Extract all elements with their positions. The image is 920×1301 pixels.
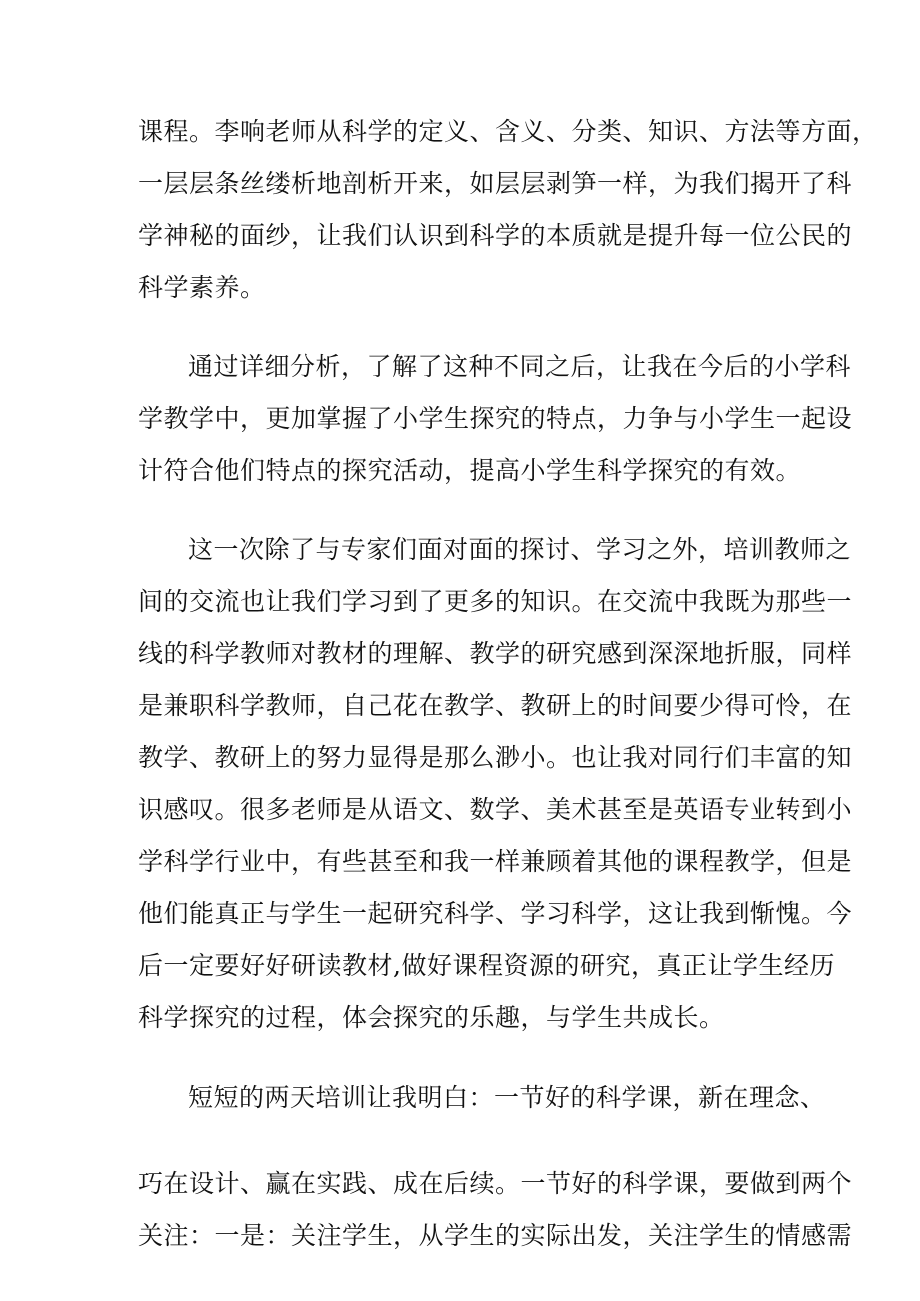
paragraph-3-line-10: 科学探究的过程，体会探究的乐趣，与学生共成长。 bbox=[138, 1003, 725, 1032]
paragraph-1-line-2: 一层层条丝缕析地剖析开来，如层层剥笋一样，为我们揭开了科 bbox=[138, 169, 853, 198]
paragraph-1-line-3: 学神秘的面纱，让我们认识到科学的本质就是提升每一位公民的 bbox=[138, 221, 853, 250]
paragraph-4-line-1: 短短的两天培训让我明白：一节好的科学课，新在理念、 bbox=[188, 1083, 826, 1112]
paragraph-3-line-6: 识感叹。很多老师是从语文、数学、美术甚至是英语专业转到小 bbox=[138, 795, 853, 824]
paragraph-2-line-2: 学教学中，更加掌握了小学生探究的特点，力争与小学生一起设 bbox=[138, 404, 853, 433]
paragraph-5-line-2: 关注：一是：关注学生，从学生的实际出发，关注学生的情感需 bbox=[138, 1221, 853, 1250]
paragraph-3-line-3: 线的科学教师对教材的理解、教学的研究感到深深地折服，同样 bbox=[138, 639, 853, 668]
paragraph-3-line-7: 学科学行业中，有些甚至和我一样兼顾着其他的课程教学，但是 bbox=[138, 847, 853, 876]
paragraph-3-line-9: 后一定要好好研读教材,做好课程资源的研究，真正让学生经历 bbox=[138, 951, 835, 980]
paragraph-3-line-1: 这一次除了与专家们面对面的探讨、学习之外，培训教师之 bbox=[188, 535, 852, 564]
paragraph-5-line-1: 巧在设计、赢在实践、成在后续。一节好的科学课，要做到两个 bbox=[138, 1169, 853, 1198]
paragraph-1-line-1: 课程。李响老师从科学的定义、含义、分类、知识、方法等方面， bbox=[138, 117, 878, 146]
paragraph-3-line-4: 是兼职科学教师，自己花在教学、教研上的时间要少得可怜，在 bbox=[138, 691, 853, 720]
paragraph-2-line-3: 计符合他们特点的探究活动，提高小学生科学探究的有效。 bbox=[138, 456, 802, 485]
paragraph-3-line-8: 他们能真正与学生一起研究科学、学习科学，这让我到惭愧。今 bbox=[138, 899, 853, 928]
paragraph-1-line-4: 科学素养。 bbox=[138, 273, 266, 302]
paragraph-2-line-1: 通过详细分析，了解了这种不同之后，让我在今后的小学科 bbox=[188, 352, 852, 381]
paragraph-3-line-5: 教学、教研上的努力显得是那么渺小。也让我对同行们丰富的知 bbox=[138, 743, 853, 772]
paragraph-3-line-2: 间的交流也让我们学习到了更多的知识。在交流中我既为那些一 bbox=[138, 587, 853, 616]
